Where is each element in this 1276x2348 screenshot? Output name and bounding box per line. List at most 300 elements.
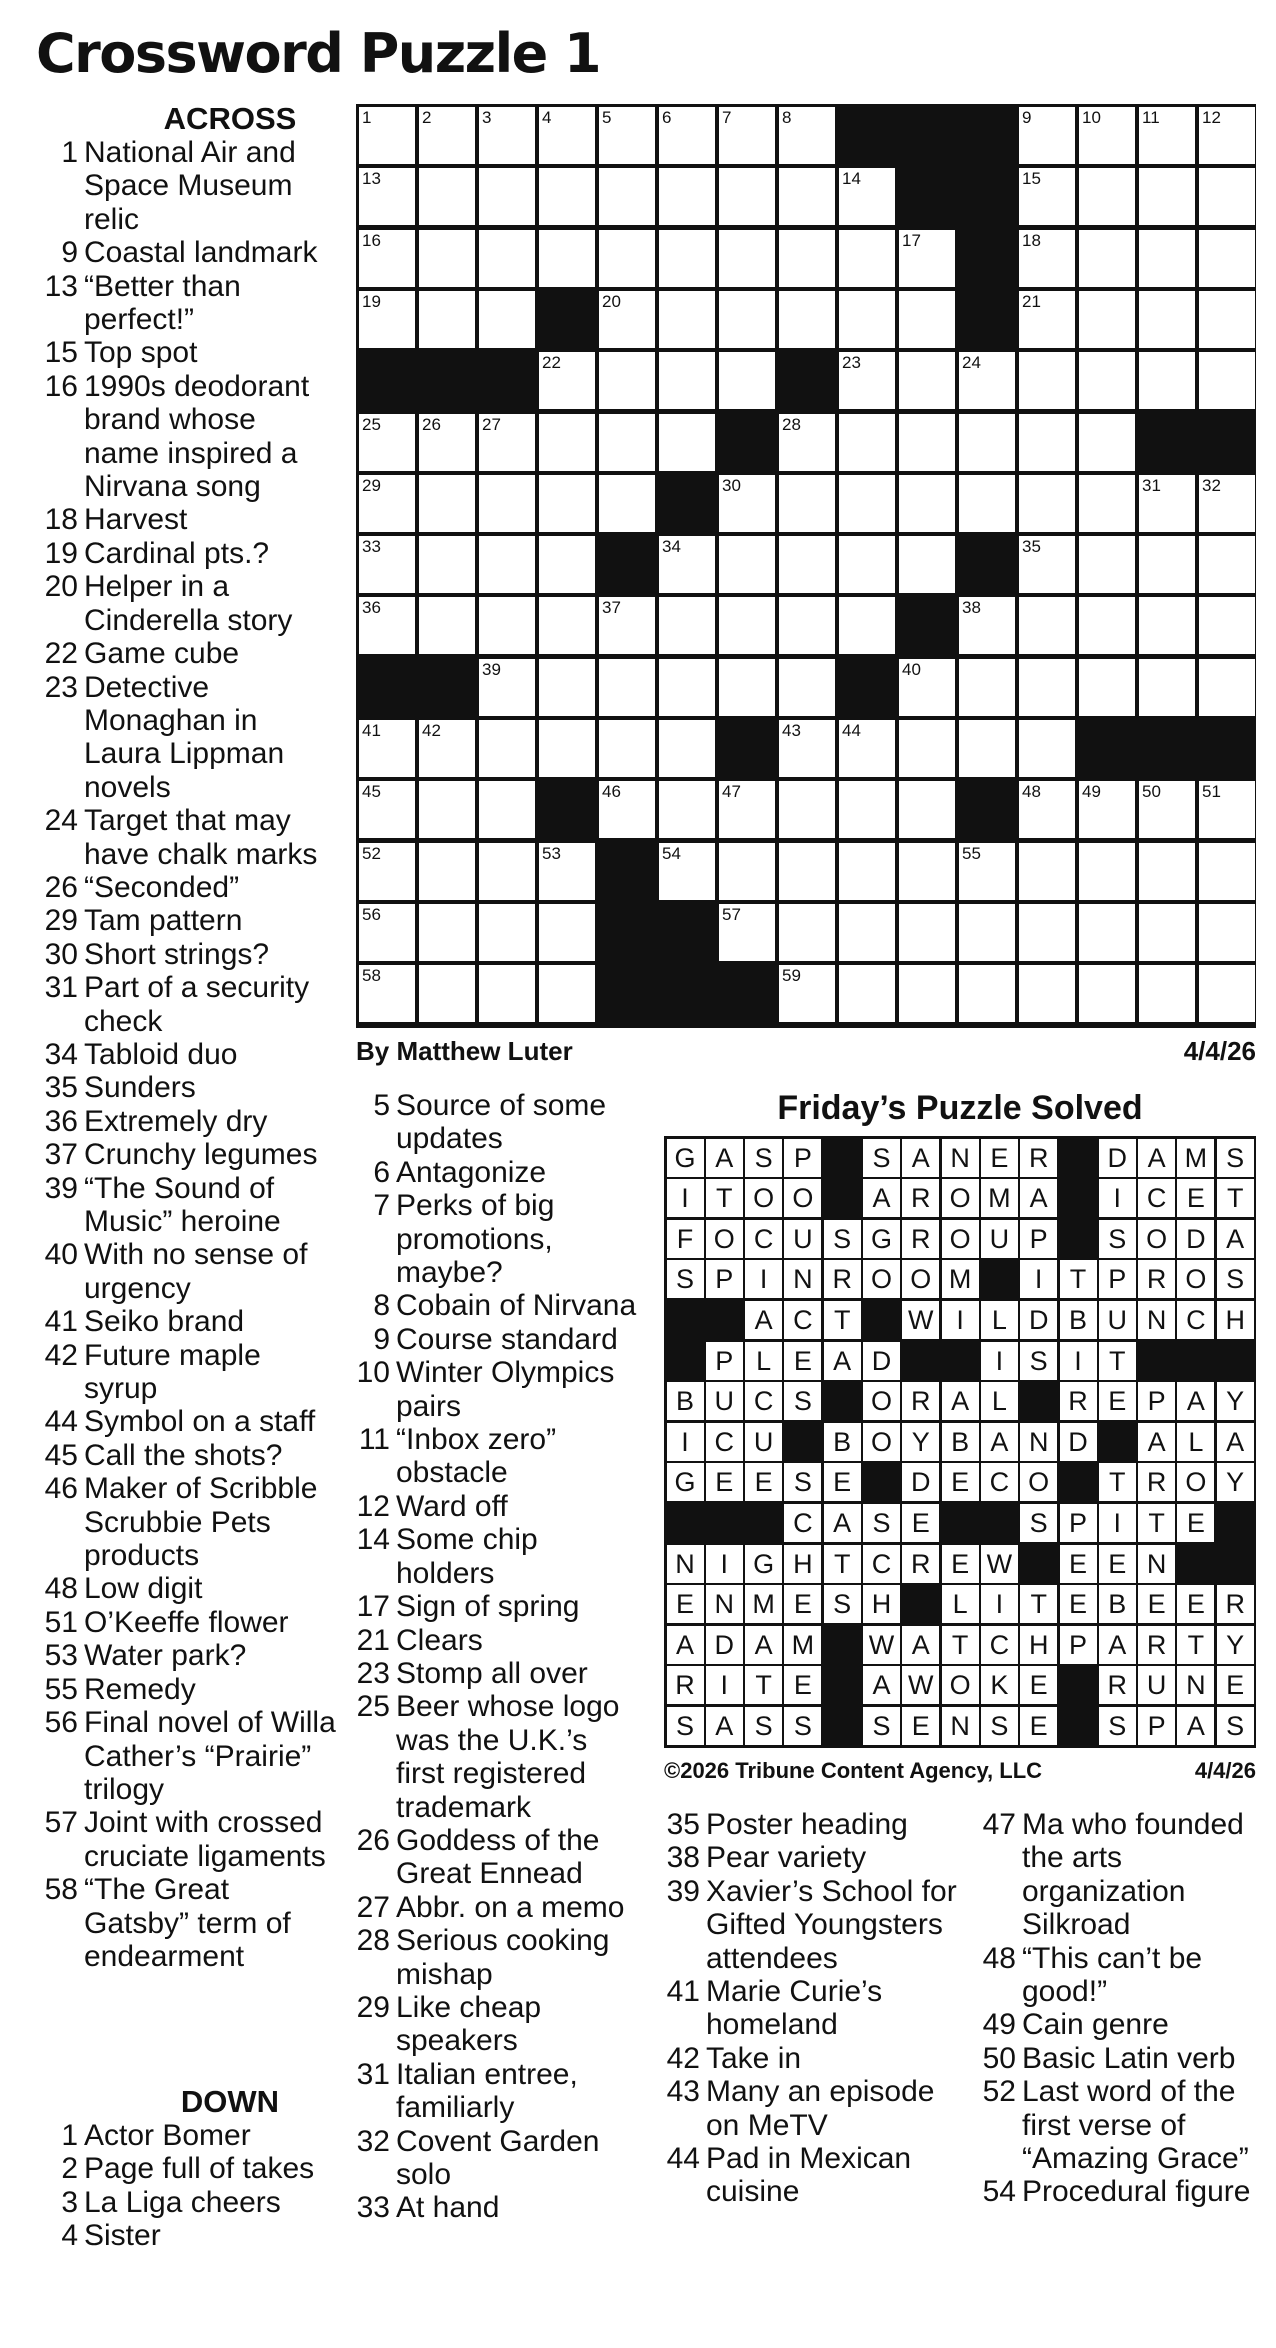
grid-cell[interactable] — [599, 230, 655, 287]
clue-item[interactable] — [36, 938, 336, 971]
clue-text: Beer whose logo was the U.K.’s first registered trademark — [396, 1690, 620, 1824]
grid-cell[interactable] — [1139, 475, 1195, 532]
grid-cell[interactable] — [1079, 904, 1135, 961]
grid-cell[interactable] — [1079, 536, 1135, 593]
clue-item[interactable] — [348, 1624, 638, 1657]
grid-cell[interactable] — [659, 168, 715, 225]
clue-item[interactable] — [36, 1071, 336, 1104]
grid-cell[interactable] — [539, 475, 595, 532]
grid-cell[interactable] — [899, 965, 955, 1022]
grid-cell[interactable] — [539, 230, 595, 287]
grid-cell[interactable] — [1019, 843, 1075, 900]
grid-cell[interactable] — [779, 414, 835, 471]
cell-number: 15 — [1022, 169, 1041, 189]
grid-cell[interactable] — [539, 659, 595, 716]
grid-cell[interactable] — [359, 107, 415, 164]
grid-cell[interactable] — [1019, 597, 1075, 654]
grid-cell[interactable] — [479, 168, 535, 225]
grid-cell[interactable] — [419, 965, 475, 1022]
grid-cell[interactable] — [1019, 475, 1075, 532]
clue-item[interactable] — [36, 1305, 336, 1338]
cell-number: 49 — [1082, 782, 1101, 802]
grid-cell[interactable] — [479, 536, 535, 593]
grid-cell[interactable] — [539, 597, 595, 654]
clue-text: Tabloid duo — [84, 1037, 238, 1071]
clue-item[interactable] — [962, 1942, 1262, 2009]
grid-cell[interactable] — [419, 168, 475, 225]
clue-item[interactable] — [36, 1105, 336, 1138]
grid-cell[interactable] — [479, 659, 535, 716]
grid-cell[interactable] — [839, 536, 895, 593]
grid-cell[interactable] — [1199, 965, 1255, 1022]
grid-cell[interactable] — [1199, 230, 1255, 287]
clue-item[interactable] — [36, 904, 336, 937]
grid-cell[interactable] — [539, 965, 595, 1022]
solution-cell: O — [1177, 1260, 1214, 1298]
clue-number: 55 — [44, 1672, 78, 1706]
clue-item[interactable] — [36, 1339, 336, 1406]
grid-cell[interactable] — [1079, 597, 1135, 654]
solution-cell: L — [745, 1342, 782, 1380]
grid-cell[interactable] — [779, 720, 835, 777]
grid-cell[interactable] — [539, 720, 595, 777]
grid-cell[interactable] — [1199, 107, 1255, 164]
grid-cell[interactable] — [419, 597, 475, 654]
clue-text: “The Great Gatsby” term of endearment — [84, 1873, 291, 1973]
grid-cell[interactable] — [1019, 414, 1075, 471]
solution-cell: Y — [1217, 1463, 1254, 1501]
page-title: Crossword Puzzle 1 — [36, 22, 601, 85]
clue-item[interactable] — [36, 2152, 336, 2185]
grid-cell[interactable] — [419, 720, 475, 777]
grid-cell[interactable] — [599, 475, 655, 532]
grid-cell[interactable] — [839, 230, 895, 287]
clue-item[interactable] — [36, 537, 336, 570]
clue-text: Like cheap speakers — [396, 1990, 542, 2058]
grid-cell[interactable] — [419, 781, 475, 838]
grid-cell[interactable] — [1199, 168, 1255, 225]
grid-cell[interactable] — [659, 536, 715, 593]
clue-item[interactable] — [962, 1808, 1262, 1942]
clue-item[interactable] — [36, 871, 336, 904]
grid-cell[interactable] — [959, 352, 1015, 409]
grid-cell[interactable] — [599, 659, 655, 716]
clue-item[interactable] — [962, 2175, 1262, 2208]
cell-number: 42 — [422, 721, 441, 740]
grid-cell[interactable] — [779, 107, 835, 164]
grid-cell[interactable] — [1019, 352, 1075, 409]
grid-cell[interactable] — [719, 230, 775, 287]
grid-cell[interactable] — [479, 965, 535, 1022]
clue-item[interactable] — [36, 1606, 336, 1639]
grid-cell[interactable] — [539, 414, 595, 471]
grid-cell[interactable] — [1079, 475, 1135, 532]
grid-cell[interactable] — [419, 230, 475, 287]
grid-cell[interactable] — [1079, 352, 1135, 409]
cell-number: 43 — [782, 721, 801, 740]
grid-cell[interactable] — [1079, 965, 1135, 1022]
clue-item[interactable] — [36, 1572, 336, 1605]
clue-item[interactable] — [348, 1523, 638, 1590]
grid-cell[interactable] — [659, 107, 715, 164]
grid-cell[interactable] — [1079, 781, 1135, 838]
clue-item[interactable] — [36, 136, 336, 236]
clue-item[interactable] — [348, 1891, 638, 1924]
grid-cell[interactable] — [419, 904, 475, 961]
clue-item[interactable] — [348, 1356, 638, 1423]
grid-cell[interactable] — [1139, 781, 1195, 838]
grid-cell[interactable] — [779, 291, 835, 348]
grid-cell[interactable] — [899, 659, 955, 716]
grid-cell[interactable] — [1019, 291, 1075, 348]
grid-cell[interactable] — [359, 720, 415, 777]
solution-cell: E — [1217, 1666, 1254, 1704]
grid-cell[interactable] — [359, 781, 415, 838]
clue-item[interactable] — [36, 503, 336, 536]
grid-cell[interactable] — [659, 230, 715, 287]
clue-item[interactable] — [962, 2008, 1262, 2041]
grid-cell[interactable] — [779, 475, 835, 532]
grid-cell[interactable] — [899, 414, 955, 471]
clue-item[interactable] — [348, 2058, 638, 2125]
grid-cell[interactable] — [839, 781, 895, 838]
clue-item[interactable] — [962, 2075, 1262, 2175]
solution-cell: N — [1138, 1545, 1175, 1583]
grid-cell[interactable] — [1139, 659, 1195, 716]
grid-cell[interactable] — [659, 597, 715, 654]
grid-cell[interactable] — [659, 659, 715, 716]
grid-cell[interactable] — [1199, 475, 1255, 532]
grid-cell[interactable] — [1079, 107, 1135, 164]
grid-cell[interactable] — [479, 291, 535, 348]
grid-cell[interactable] — [1139, 168, 1195, 225]
solution-cell: A — [902, 1626, 939, 1664]
clue-item[interactable] — [36, 1439, 336, 1472]
clue-item[interactable] — [36, 1806, 336, 1873]
grid-cell[interactable] — [1199, 291, 1255, 348]
grid-cell[interactable] — [719, 291, 775, 348]
clue-number: 42 — [666, 2041, 700, 2075]
grid-cell[interactable] — [1019, 659, 1075, 716]
grid-cell[interactable] — [1199, 781, 1255, 838]
grid-cell[interactable] — [1139, 597, 1195, 654]
grid-cell[interactable] — [539, 536, 595, 593]
solution-cell: O — [1177, 1463, 1214, 1501]
solution-cell: L — [1177, 1423, 1214, 1461]
clue-item[interactable] — [36, 1405, 336, 1438]
grid-cell[interactable] — [719, 352, 775, 409]
grid-cell[interactable] — [419, 475, 475, 532]
grid-cell[interactable] — [839, 352, 895, 409]
grid-cell[interactable] — [599, 352, 655, 409]
grid-cell[interactable] — [899, 291, 955, 348]
grid-cell[interactable] — [899, 720, 955, 777]
grid-cell[interactable] — [1019, 536, 1075, 593]
clue-item[interactable] — [348, 2125, 638, 2192]
clue-item[interactable] — [36, 270, 336, 337]
grid-cell[interactable] — [779, 659, 835, 716]
grid-cell[interactable] — [1079, 291, 1135, 348]
clue-item[interactable] — [348, 1991, 638, 2058]
grid-cell[interactable] — [1079, 414, 1135, 471]
grid-cell[interactable] — [719, 168, 775, 225]
grid-cell[interactable] — [899, 904, 955, 961]
grid-cell[interactable] — [479, 781, 535, 838]
grid-cell[interactable] — [659, 720, 715, 777]
clue-item[interactable] — [658, 1975, 958, 2042]
grid-cell[interactable] — [359, 965, 415, 1022]
grid-cell[interactable] — [599, 720, 655, 777]
clue-text: Source of some updates — [396, 1089, 607, 1156]
grid-cell[interactable] — [539, 904, 595, 961]
grid-cell[interactable] — [359, 230, 415, 287]
clue-text: Ward off — [396, 1489, 508, 1523]
clue-item[interactable] — [348, 1189, 638, 1289]
clue-text: Clears — [396, 1623, 483, 1657]
grid-cell[interactable] — [719, 904, 775, 961]
grid-cell[interactable] — [479, 107, 535, 164]
grid-cell[interactable] — [899, 230, 955, 287]
clue-item[interactable] — [36, 671, 336, 805]
grid-cell[interactable] — [719, 536, 775, 593]
grid-cell[interactable] — [779, 965, 835, 1022]
grid-cell[interactable] — [359, 168, 415, 225]
solution-cell: E — [824, 1463, 861, 1501]
clue-item[interactable] — [348, 1156, 638, 1189]
grid-cell[interactable] — [659, 843, 715, 900]
clue-item[interactable] — [962, 2042, 1262, 2075]
clue-item[interactable] — [36, 570, 336, 637]
grid-cell[interactable] — [839, 291, 895, 348]
clue-item[interactable] — [658, 2075, 958, 2142]
grid-cell[interactable] — [719, 659, 775, 716]
clue-item[interactable] — [36, 1673, 336, 1706]
clue-item[interactable] — [348, 1590, 638, 1623]
grid-cell[interactable] — [359, 414, 415, 471]
clue-item[interactable] — [36, 2219, 336, 2252]
grid-cell[interactable] — [1079, 230, 1135, 287]
grid-cell[interactable] — [659, 291, 715, 348]
grid-cell[interactable] — [599, 597, 655, 654]
grid-cell[interactable] — [779, 597, 835, 654]
grid-cell[interactable] — [599, 414, 655, 471]
clue-item[interactable] — [36, 1873, 336, 1973]
grid-cell[interactable] — [359, 597, 415, 654]
grid-cell[interactable] — [479, 414, 535, 471]
grid-cell[interactable] — [899, 781, 955, 838]
grid-cell[interactable] — [1199, 352, 1255, 409]
grid-cell[interactable] — [779, 904, 835, 961]
solution-cell: A — [824, 1504, 861, 1542]
grid-cell[interactable] — [599, 168, 655, 225]
grid-cell[interactable] — [359, 904, 415, 961]
clue-item[interactable] — [36, 1172, 336, 1239]
grid-cell[interactable] — [959, 597, 1015, 654]
grid-cell[interactable] — [1139, 536, 1195, 593]
grid-cell[interactable] — [839, 843, 895, 900]
clue-item[interactable] — [658, 2142, 958, 2209]
grid-cell[interactable] — [659, 781, 715, 838]
grid-cell[interactable] — [479, 597, 535, 654]
grid-cell[interactable] — [1019, 720, 1075, 777]
grid-cell[interactable] — [1019, 168, 1075, 225]
solution-cell: B — [942, 1423, 979, 1461]
grid-cell[interactable] — [959, 904, 1015, 961]
grid-cell[interactable] — [839, 904, 895, 961]
grid-cell[interactable] — [1019, 230, 1075, 287]
grid-cell[interactable] — [719, 843, 775, 900]
grid-cell[interactable] — [1139, 230, 1195, 287]
clue-item[interactable] — [36, 236, 336, 269]
grid-cell[interactable] — [419, 107, 475, 164]
cell-number: 44 — [842, 721, 861, 740]
grid-cell[interactable] — [959, 720, 1015, 777]
grid-cell[interactable] — [959, 843, 1015, 900]
grid-cell[interactable] — [479, 475, 535, 532]
clue-item[interactable] — [36, 1472, 336, 1572]
clue-item[interactable] — [348, 1824, 638, 1891]
grid-cell[interactable] — [659, 414, 715, 471]
cell-number: 31 — [1142, 475, 1161, 495]
grid-cell[interactable] — [599, 107, 655, 164]
grid-cell[interactable] — [719, 107, 775, 164]
clue-item[interactable] — [348, 1323, 638, 1356]
clue-item[interactable] — [36, 370, 336, 504]
grid-cell[interactable] — [479, 230, 535, 287]
grid-cell[interactable] — [419, 536, 475, 593]
clue-item[interactable] — [348, 1089, 638, 1156]
grid-cell[interactable] — [359, 536, 415, 593]
grid-cell[interactable] — [959, 475, 1015, 532]
grid-cell[interactable] — [1199, 843, 1255, 900]
grid-cell[interactable] — [839, 597, 895, 654]
grid-cell[interactable] — [419, 291, 475, 348]
grid-cell[interactable] — [1139, 904, 1195, 961]
grid-cell[interactable] — [659, 352, 715, 409]
grid-cell[interactable] — [779, 843, 835, 900]
clue-item[interactable] — [36, 971, 336, 1038]
clue-item[interactable] — [36, 336, 336, 369]
cell-number: 10 — [1082, 108, 1101, 127]
grid-cell[interactable] — [359, 291, 415, 348]
grid-cell[interactable] — [1139, 107, 1195, 164]
grid-cell[interactable] — [1199, 536, 1255, 593]
grid-cell[interactable] — [1199, 597, 1255, 654]
grid-cell[interactable] — [479, 843, 535, 900]
grid-cell[interactable] — [479, 904, 535, 961]
clue-item[interactable] — [348, 1289, 638, 1322]
grid-cell[interactable] — [359, 843, 415, 900]
grid-cell[interactable] — [359, 475, 415, 532]
clue-item[interactable] — [348, 2191, 638, 2224]
grid-cell[interactable] — [899, 843, 955, 900]
grid-cell[interactable] — [1139, 965, 1195, 1022]
grid-cell[interactable] — [1079, 843, 1135, 900]
clue-text: 1990s deodorant brand whose name inspired a Nirvana song — [84, 369, 310, 504]
grid-cell[interactable] — [1139, 291, 1195, 348]
clue-item[interactable] — [348, 1924, 638, 1991]
grid-cell[interactable] — [719, 475, 775, 532]
clue-item[interactable] — [348, 1490, 638, 1523]
grid-cell[interactable] — [1139, 352, 1195, 409]
clue-item[interactable] — [658, 2042, 958, 2075]
grid-cell[interactable] — [839, 475, 895, 532]
crossword-grid[interactable] — [356, 104, 1256, 1028]
grid-cell[interactable] — [839, 965, 895, 1022]
grid-cell[interactable] — [1019, 965, 1075, 1022]
grid-cell[interactable] — [479, 720, 535, 777]
grid-cell[interactable] — [599, 291, 655, 348]
grid-cell[interactable] — [959, 965, 1015, 1022]
solution-cell: A — [942, 1382, 979, 1420]
clue-item[interactable] — [36, 1639, 336, 1672]
solution-cell: R — [1217, 1585, 1254, 1623]
grid-cell[interactable] — [719, 597, 775, 654]
clue-item[interactable] — [348, 1423, 638, 1490]
clue-item[interactable] — [658, 1841, 958, 1874]
clue-number: 50 — [982, 2041, 1016, 2075]
clue-item[interactable] — [36, 2186, 336, 2219]
grid-cell[interactable] — [1019, 904, 1075, 961]
clue-item[interactable] — [36, 2119, 336, 2152]
clue-item[interactable] — [36, 1706, 336, 1806]
solution-cell: T — [1177, 1626, 1214, 1664]
grid-cell[interactable] — [539, 168, 595, 225]
grid-cell[interactable] — [959, 414, 1015, 471]
clue-item[interactable] — [348, 1690, 638, 1824]
grid-cell[interactable] — [779, 536, 835, 593]
clue-item[interactable] — [36, 1038, 336, 1071]
clue-text: Marie Curie’s homeland — [706, 1975, 883, 2042]
grid-cell[interactable] — [599, 781, 655, 838]
grid-cell[interactable] — [839, 168, 895, 225]
grid-cell[interactable] — [719, 781, 775, 838]
clue-item[interactable] — [36, 804, 336, 871]
grid-cell[interactable] — [1079, 168, 1135, 225]
grid-cell[interactable] — [779, 230, 835, 287]
grid-cell[interactable] — [419, 843, 475, 900]
clue-item[interactable] — [36, 1138, 336, 1171]
grid-cell[interactable] — [539, 352, 595, 409]
clue-number: 53 — [44, 1639, 78, 1673]
grid-cell[interactable] — [779, 168, 835, 225]
grid-cell[interactable] — [1079, 659, 1135, 716]
grid-cell[interactable] — [1199, 659, 1255, 716]
grid-cell[interactable] — [959, 659, 1015, 716]
grid-cell[interactable] — [899, 536, 955, 593]
grid-cell[interactable] — [1019, 107, 1075, 164]
grid-cell[interactable] — [539, 107, 595, 164]
grid-cell[interactable] — [1019, 781, 1075, 838]
clue-item[interactable] — [36, 1238, 336, 1305]
grid-cell[interactable] — [839, 414, 895, 471]
clue-item[interactable] — [36, 637, 336, 670]
grid-cell[interactable] — [1139, 843, 1195, 900]
grid-cell[interactable] — [539, 843, 595, 900]
grid-cell[interactable] — [419, 414, 475, 471]
grid-cell[interactable] — [839, 720, 895, 777]
grid-cell[interactable] — [1199, 904, 1255, 961]
grid-cell[interactable] — [899, 475, 955, 532]
clue-item[interactable] — [658, 1875, 958, 1975]
clue-number: 34 — [44, 1037, 78, 1071]
grid-cell[interactable] — [899, 352, 955, 409]
grid-cell[interactable] — [779, 781, 835, 838]
clue-item[interactable] — [658, 1808, 958, 1841]
clue-number: 28 — [356, 1924, 390, 1958]
clue-item[interactable] — [348, 1657, 638, 1690]
solution-cell: N — [1138, 1301, 1175, 1339]
